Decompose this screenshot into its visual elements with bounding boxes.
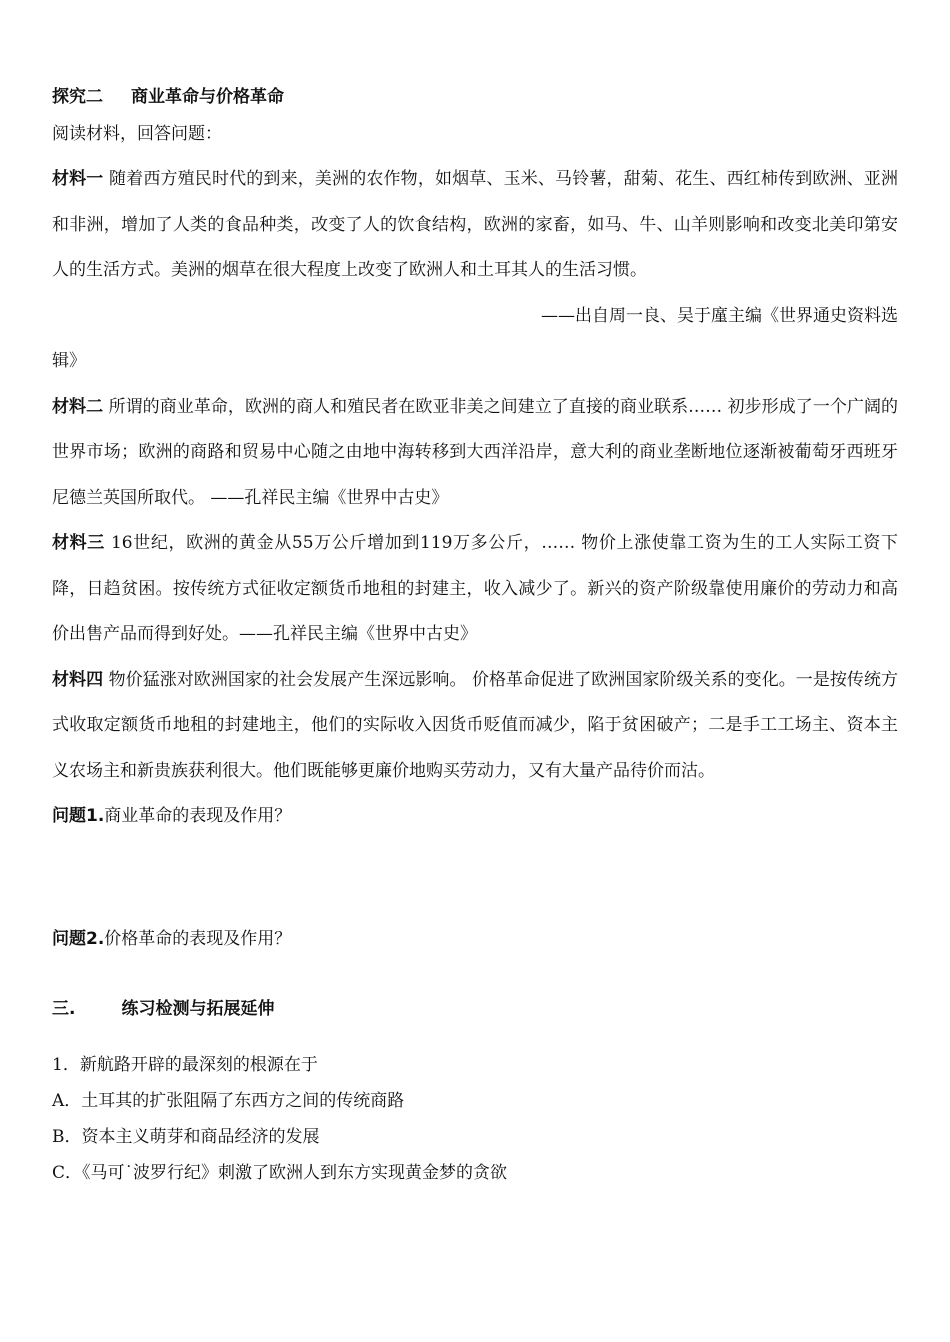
question-text: 价格革命的表现及作用？: [104, 928, 292, 949]
exercise-1-stem: 1．新航路开辟的最深刻的根源在于: [52, 1054, 318, 1075]
material-label: 材料四: [52, 669, 104, 690]
question-label: 问题1.: [52, 806, 105, 826]
material-text: 物价猛涨对欧洲国家的社会发展产生深远影响。 价格革命促进了欧洲国家阶级关系的变化。一是按传统方式收取定额货币地租的封建地主，他们的实际收入因货币贬值而减少，陷于贫困破产；二是手工工场主、资本主义农场主和新贵族获利很大。他们既能够更廉价地购买劳动力，又有大量产品待价而沽。: [52, 669, 899, 781]
material-label: 材料三: [52, 533, 105, 553]
material-1-source: ——出自周一良、吴于廑主编《世界通史资料选: [541, 305, 898, 326]
section-label: 探究二: [52, 87, 103, 107]
material-text: 所谓的商业革命，欧洲的商人和殖民者在欧亚非美之间建立了直接的商业联系…… 初步形成了一个广阔的世界市场；欧洲的商路和贸易中心随之由地中海转移到大西洋沿岸，意大利的商业垄断地位逐渐被葡萄牙西班牙尼德兰英国所取代。 ——孔祥民主编《世界中古史》: [52, 396, 898, 508]
document-page: [52, 86, 898, 1191]
section-number: 三.: [52, 999, 76, 1019]
question-2: [52, 917, 898, 963]
material-4: [52, 658, 898, 795]
exercise-1-option-a[interactable]: A．土耳其的扩张阻隔了东西方之间的传统商路: [52, 1090, 405, 1111]
section-3-heading: [52, 987, 898, 1033]
material-3: [52, 521, 898, 658]
material-text: 16世纪，欧洲的黄金从55万公斤增加到119万多公斤，…… 物价上涨使靠工资为生的工人实际工资下降，日趋贫困。按传统方式征收定额货币地租的封建主，收入减少了。新兴的资产阶级靠使用廉价的劳动力和高价出售产品而得到好处。——孔祥民主编《世界中古史》: [52, 533, 898, 644]
instruction-text: 阅读材料，回答问题：: [52, 124, 222, 144]
question-label: 问题2.: [52, 928, 105, 949]
section-title: 商业革命与价格革命: [131, 87, 284, 107]
material-label: 材料二: [52, 396, 104, 417]
section-title: 练习检测与拓展延伸: [121, 999, 275, 1019]
exercise-1-option-b[interactable]: B．资本主义萌芽和商品经济的发展: [52, 1126, 320, 1147]
material-1-source-cont: 辑》: [52, 351, 86, 371]
question-text: 商业革命的表现及作用？: [104, 806, 292, 826]
question-1: [52, 794, 898, 840]
answer-space-1[interactable]: [52, 840, 898, 917]
material-1: [52, 157, 898, 294]
material-2: [52, 385, 898, 522]
material-label: 材料一: [52, 169, 104, 189]
exercise-1-option-c[interactable]: C．《马可˙波罗行纪》刺激了欧洲人到东方实现黄金梦的贪欲: [52, 1162, 508, 1183]
material-text: 随着西方殖民时代的到来，美洲的农作物，如烟草、玉米、马铃薯，甜菊、花生、西红柿传到欧洲、亚洲和非洲，增加了人类的食品种类，改变了人的饮食结构，欧洲的家畜，如马、牛、山羊则影响和改变北美印第安人的生活方式。美洲的烟草在很大程度上改变了欧洲人和土耳其人的生活习惯。: [52, 169, 898, 280]
section-heading: [52, 86, 898, 109]
